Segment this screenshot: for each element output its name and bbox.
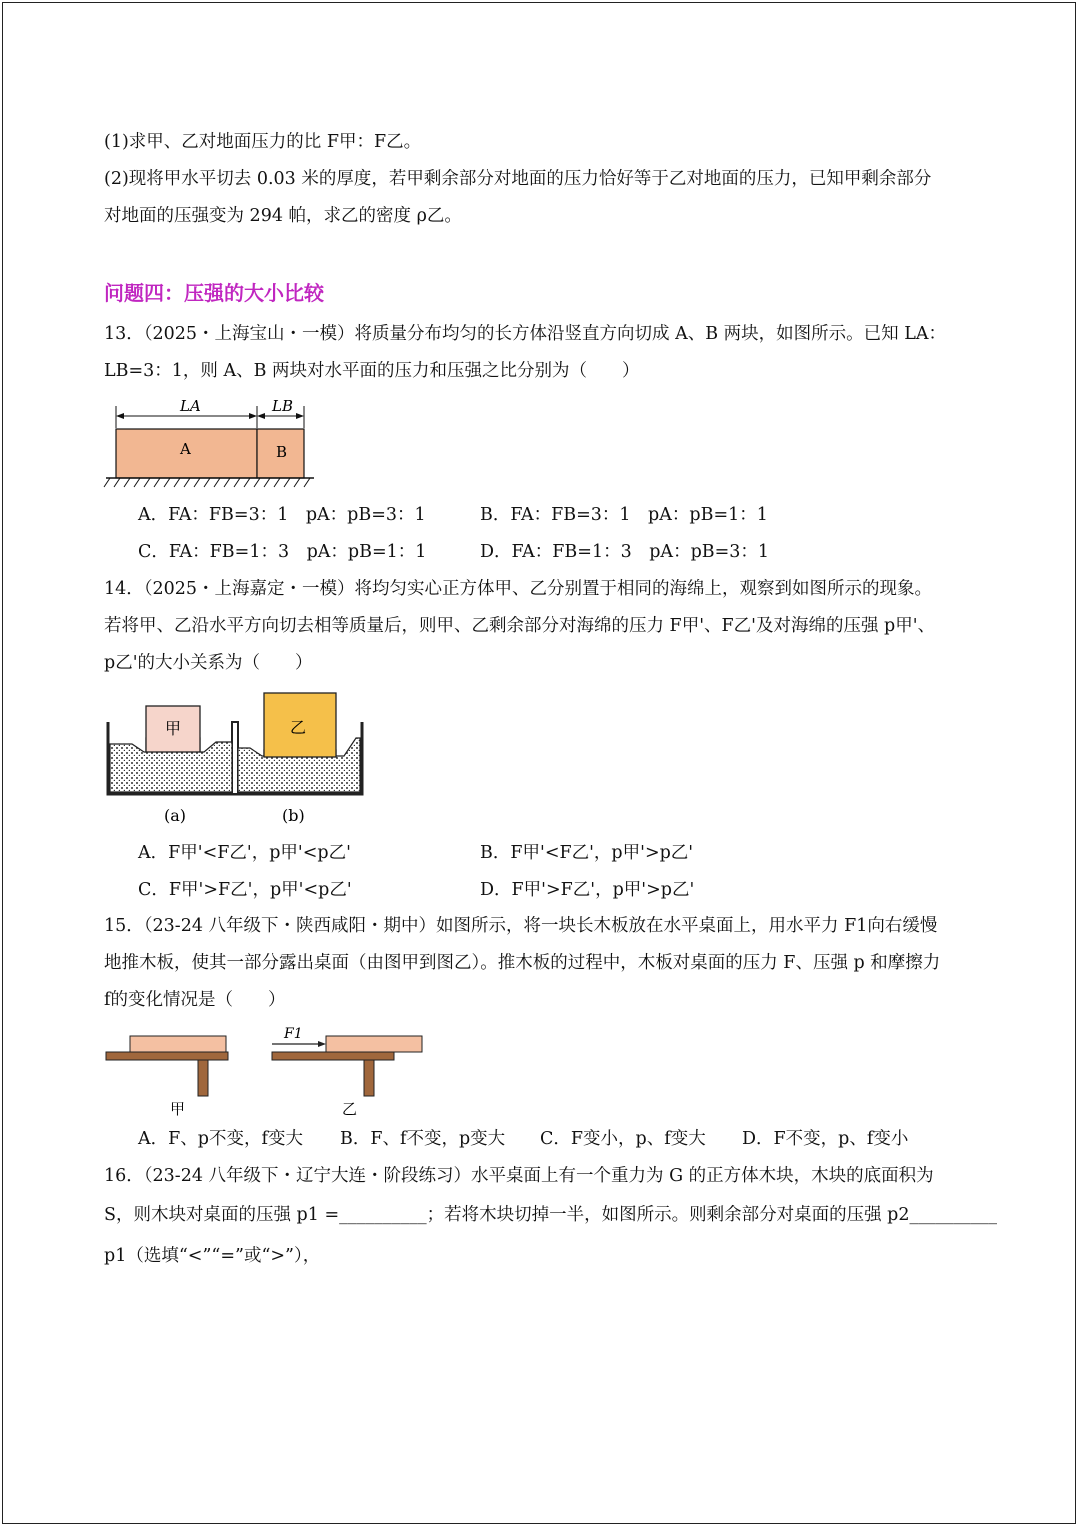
q16-line2[interactable]: S，则木块对桌面的压强 p1 =__________；若将木块切掉一半，如图所示。则剩余部分对桌面的压强 p2__________: [104, 1205, 998, 1225]
block-a-label: A: [180, 440, 191, 458]
board-jia: [130, 1036, 226, 1052]
caption-jia: 甲: [170, 1100, 186, 1118]
lb-arrow-right: [296, 413, 304, 419]
q15-line1: 15．（23-24 八年级下・陕西咸阳・期中）如图所示，将一块长木板放在水平桌面上，用水平力 F1向右缓慢: [104, 916, 938, 936]
tabletop-jia: [106, 1052, 228, 1060]
cube-yi-label: 乙: [290, 718, 307, 737]
q12-part1: (1)求甲、乙对地面压力的比 F甲：F乙。: [104, 132, 422, 152]
force-label: F1: [284, 1026, 303, 1042]
q14-option-c[interactable]: C．F甲'>F乙'，p甲'<p乙': [138, 880, 352, 900]
q14-option-b[interactable]: B．F甲'<F乙'，p甲'>p乙': [480, 843, 694, 863]
block-b-label: B: [276, 443, 288, 461]
q15-line2: 地推木板，使其一部分露出桌面（由图甲到图乙）。推木板的过程中，木板对桌面的压力 F、压强 p 和摩擦力: [104, 953, 941, 973]
q14-option-d[interactable]: D．F甲'>F乙'，p甲'>p乙': [480, 880, 695, 900]
q14-figure: [100, 686, 370, 831]
la-label: LA: [180, 397, 201, 415]
caption-yi: 乙: [342, 1100, 358, 1118]
q14-line1: 14．（2025・上海嘉定・一模）将均匀实心正方体甲、乙分别置于相同的海绵上，观察到如图所示的现象。: [104, 579, 933, 599]
q16-line3: p1（选填“<”“=”或“>”），: [104, 1246, 321, 1266]
board-yi: [326, 1036, 422, 1052]
q12-part2-line2: 对地面的压强变为 294 帕，求乙的密度 ρ乙。: [104, 206, 462, 226]
table-leg-jia: [198, 1060, 208, 1096]
q13-line2: LB=3：1，则 A、B 两块对水平面的压力和压强之比分别为（ ）: [104, 361, 640, 381]
q13-option-d[interactable]: D．FA：FB=1：3 pA：pB=3：1: [480, 542, 770, 562]
caption-a: (a): [164, 806, 187, 825]
lb-label: LB: [272, 397, 293, 415]
lb-arrow-left: [257, 413, 265, 419]
tabletop-yi: [272, 1052, 394, 1060]
q15-option-a[interactable]: A．F、p不变，f变大: [138, 1129, 303, 1149]
q14-option-a[interactable]: A．F甲'<F乙'，p甲'<p乙': [138, 843, 351, 863]
q16-line1: 16．（23-24 八年级下・辽宁大连・阶段练习）水平桌面上有一个重力为 G 的正方体木块，木块的底面积为: [104, 1166, 934, 1186]
q14-line3: p乙'的大小关系为（ ）: [104, 653, 313, 673]
la-arrow-right: [249, 413, 257, 419]
q15-option-b[interactable]: B．F、f不变，p变大: [340, 1129, 506, 1149]
q12-part2-line1: (2)现将甲水平切去 0.03 米的厚度，若甲剩余部分对地面的压力恰好等于乙对地面的压力，已知甲剩余部分: [104, 169, 932, 189]
la-arrow-left: [116, 413, 124, 419]
q13-line1: 13．（2025・上海宝山・一模）将质量分布均匀的长方体沿竖直方向切成 A、B 两块，如图所示。已知 LA：: [104, 324, 946, 344]
q15-line3: f的变化情况是（ ）: [104, 990, 286, 1010]
ground-hatching: [104, 478, 310, 487]
q13-figure: [100, 392, 320, 492]
q13-option-a[interactable]: A．FA：FB=3：1 pA：pB=3：1: [138, 505, 426, 525]
q15-option-d[interactable]: D．F不变，p、f变小: [742, 1129, 909, 1149]
force-arrow-head: [318, 1041, 326, 1047]
table-leg-yi: [364, 1060, 374, 1096]
q15-figure: [100, 1022, 440, 1122]
container-divider: [232, 722, 238, 794]
q13-option-c[interactable]: C．FA：FB=1：3 pA：pB=1：1: [138, 542, 427, 562]
section-title: 问题四：压强的大小比较: [104, 281, 324, 305]
cube-jia-label: 甲: [165, 719, 182, 738]
q13-option-b[interactable]: B．FA：FB=3：1 pA：pB=1：1: [480, 505, 768, 525]
q15-option-c[interactable]: C．F变小，p、f变大: [540, 1129, 706, 1149]
q14-line2: 若将甲、乙沿水平方向切去相等质量后，则甲、乙剩余部分对海绵的压力 F甲'、F乙'及对海绵的压强 p甲'、: [104, 616, 936, 636]
caption-b: (b): [282, 806, 305, 825]
